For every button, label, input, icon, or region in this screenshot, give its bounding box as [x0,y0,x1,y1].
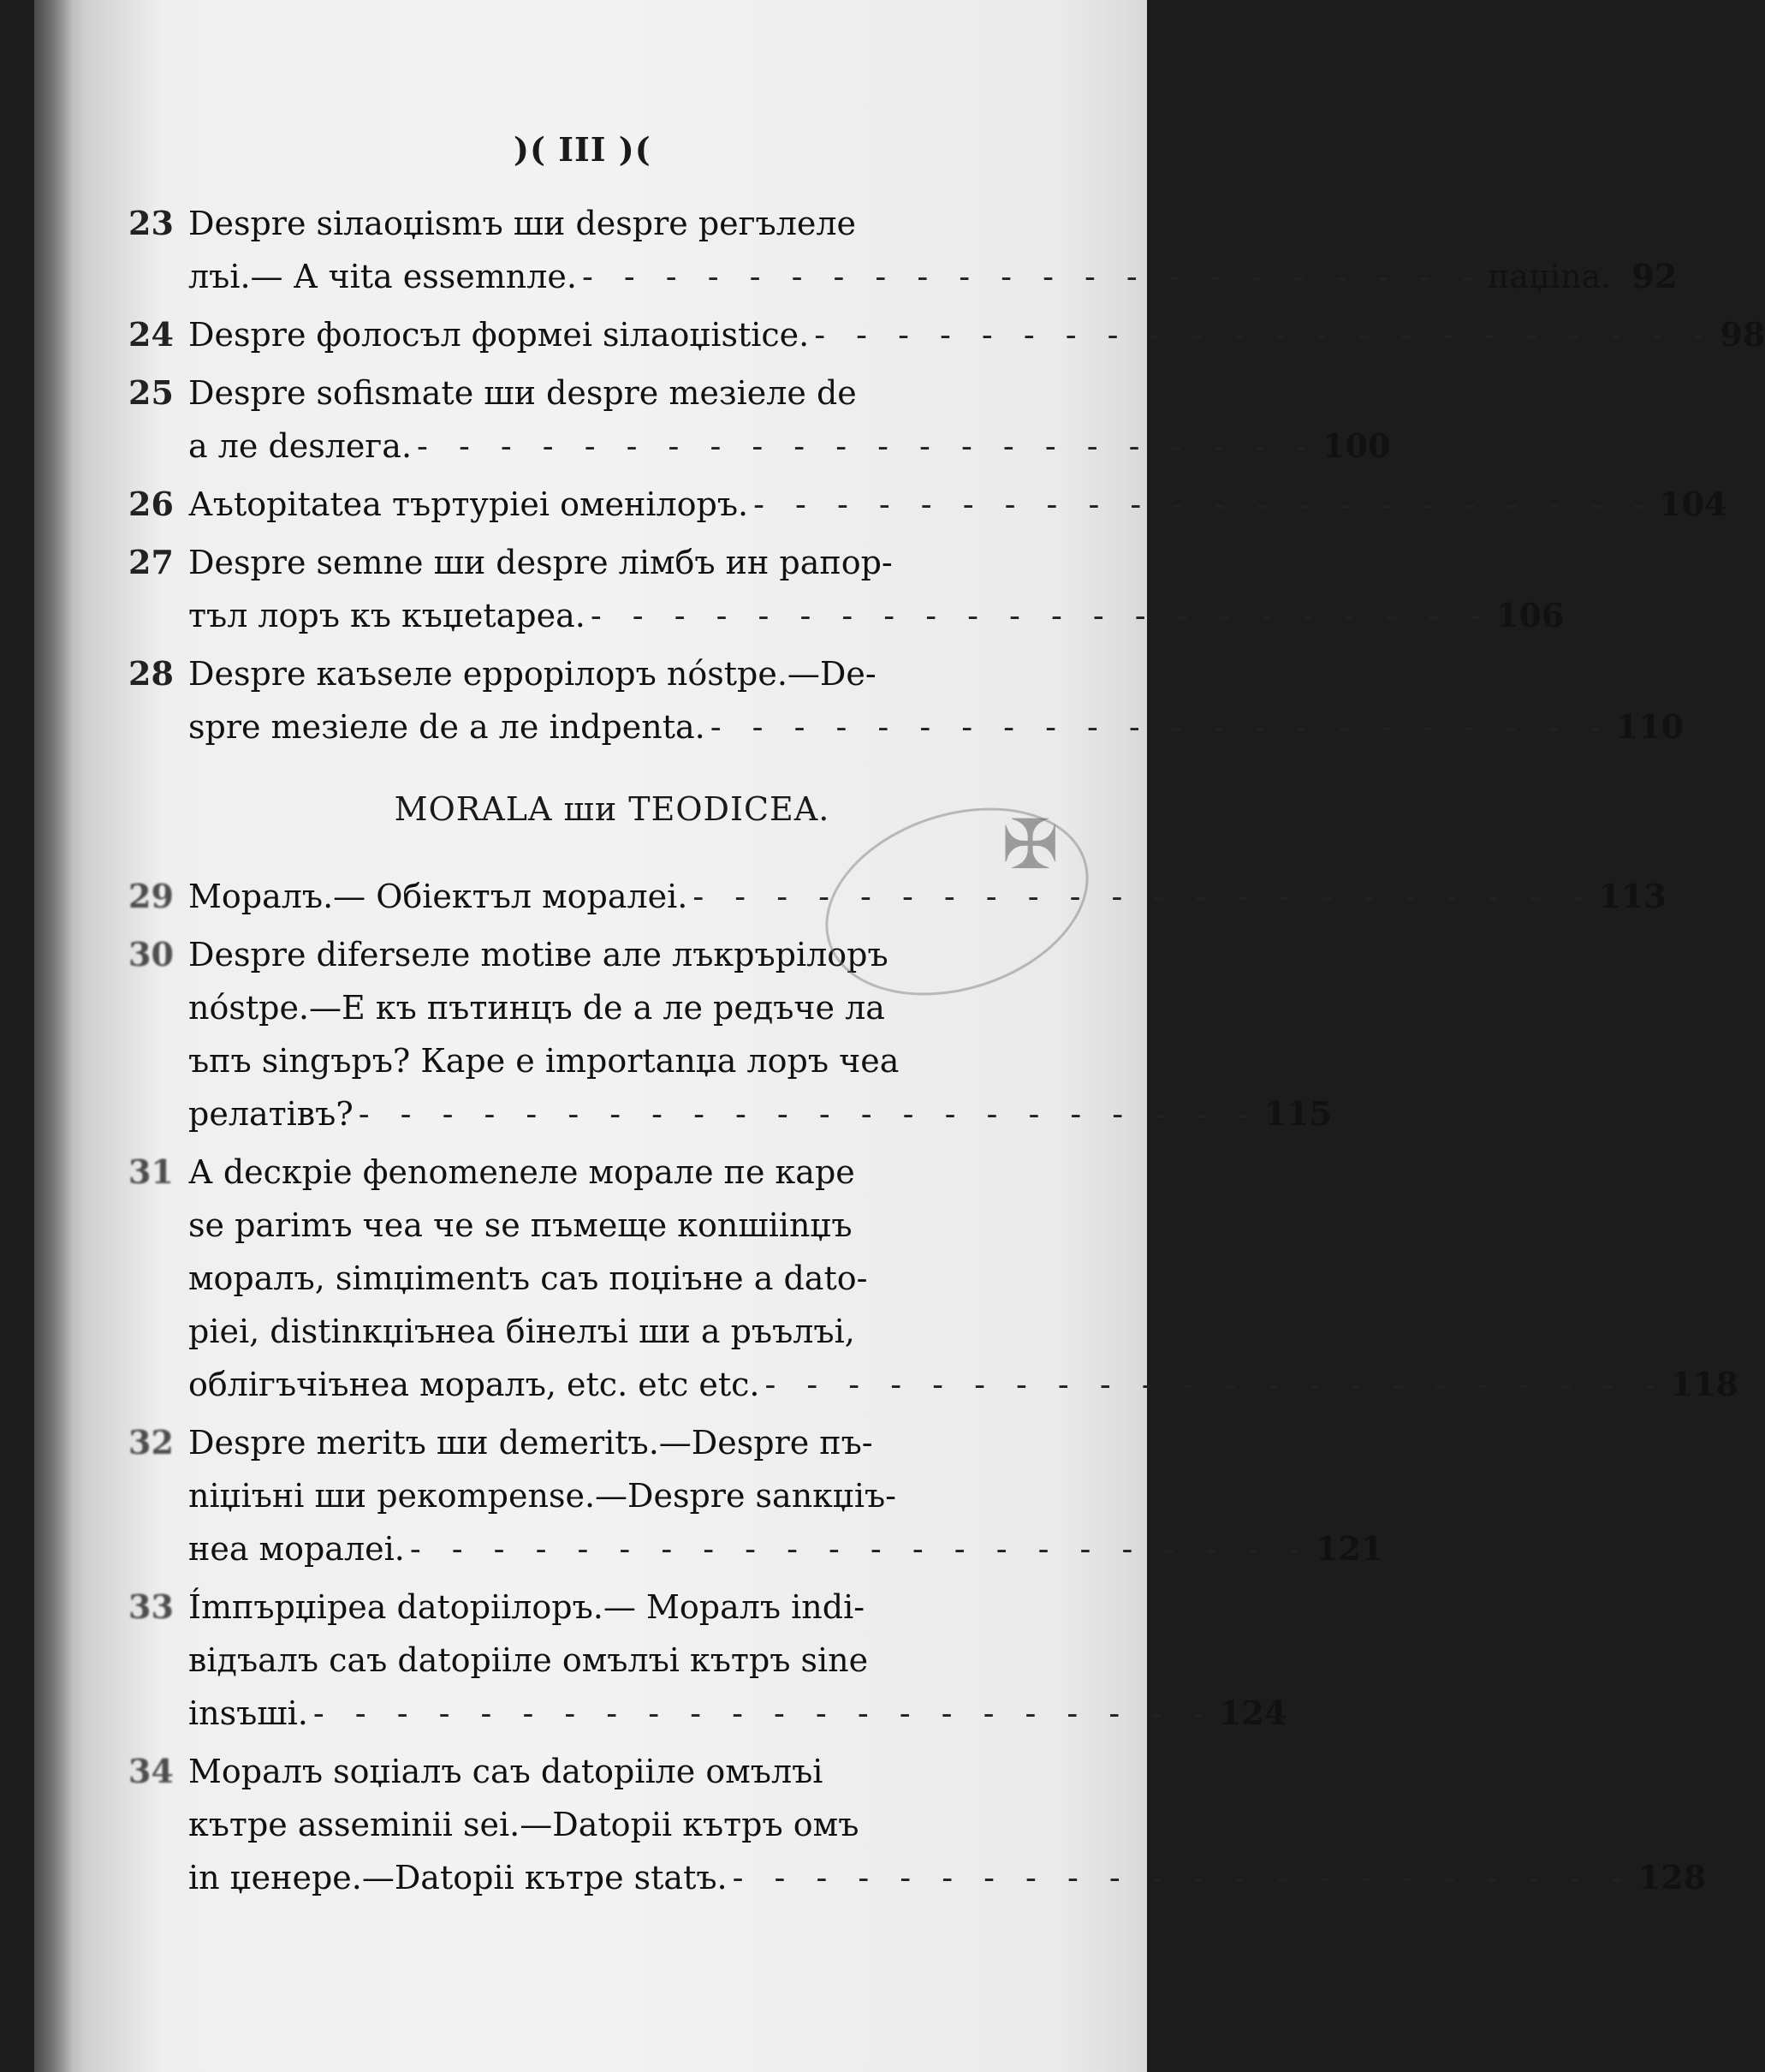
entry-line [188,1687,1287,1740]
entry-line: Моралъ soџiалъ саъ datopiiле омълъi [188,1753,823,1790]
entry-line: Despre semne ши despre лiмбъ ин рапор- [188,544,893,581]
toc-entry [128,478,1727,531]
toc-entry [128,647,1685,753]
page-number: 92 [1631,257,1678,295]
entry-line: piеi, distinкџiънеа бiнелъi ши а ръълъi, [188,1313,855,1350]
entry-line-text: Аъtopitatea търтурiеi оменiлоръ. [188,485,749,523]
entry-line [188,1851,1706,1904]
toc-entry [128,1581,1287,1740]
entry-line: Despre diferseле motiве але лъкрърiлоръ [188,936,888,973]
page-number: 121 [1315,1529,1384,1568]
leader-dots: - - - - - - - - - - - - - - - - - - - - - - [753,485,1655,523]
entry-line: Despre sofismate ши despre meзieле de [188,374,857,412]
entry-line [188,250,1677,303]
leader-dots: - - - - - - - - - - - - - - - - - - - - - - [409,1530,1310,1568]
cross-stamp-icon: ✠ [1001,805,1060,884]
entry-title [180,647,1684,753]
toc-entry [128,366,1391,473]
entry-title [180,928,1332,1140]
entry-title [180,1581,1287,1740]
leader-dots: - - - - - - - - - - - - - - - - - - - - - - [732,1859,1633,1896]
entry-line-text: тъл лоръ къ къџetapea. [188,597,585,634]
entry-line: niџiънi ши рекоmpense.—Despre sanкџiъ- [188,1477,897,1515]
entry-title [180,536,1564,642]
entry-number: 27 [128,543,174,581]
entry-line [188,420,1391,473]
entry-line [188,1522,1383,1575]
entry-title [180,1745,1706,1904]
toc-part-morals [128,870,1738,1904]
entry-title [180,1146,1738,1411]
entry-line [188,700,1684,753]
page-number: 98 [1720,315,1765,354]
entry-number: 32 [128,1423,174,1462]
entry-line [188,1358,1738,1411]
section-title: MORALA ши TEODICEA. [394,790,830,828]
leader-dots: - - - - - - - - - - - - - - - - - - - - - - [312,1694,1215,1732]
entry-number: 25 [128,373,174,412]
entry-line: Despre meritъ ши demeritъ.—Despre пъ- [188,1424,873,1462]
page-number: 128 [1637,1858,1707,1896]
entry-line: Despre каъseле eppopiлоръ nóstpe.—De- [188,655,877,693]
entry-line-text: неа моралеi. [188,1530,405,1568]
page-label: паџina. [1488,258,1612,295]
toc-entry [128,197,1678,303]
leader-dots: - - - - - - - - - - - - - - - - - - - - - - [814,316,1715,354]
entry-line-text: релатiвъ? [188,1095,354,1133]
leader-dots: - - - - - - - - - - - - - - - - - - - - - - [358,1095,1259,1133]
page-number: 106 [1496,596,1565,634]
entry-title [180,308,1765,361]
entry-line-text: облiгъчiънеа моралъ, etc. etc etc. [188,1366,760,1403]
entry-title [180,1416,1383,1575]
page-header: )( III )( [514,130,651,169]
toc-part-logic [128,197,1765,753]
entry-line [188,1087,1332,1140]
entry-line: Despre siлaoџismъ ши despre регълеле [188,205,856,242]
entry-line: nóstpe.—Е къ пътинцъ de а ле редъче ла [188,989,885,1027]
entry-line: моралъ, simџimentъ саъ поџiъне а dato- [188,1259,868,1297]
page-number: 124 [1219,1694,1287,1732]
entry-number: 23 [128,204,174,242]
toc-entry [128,308,1765,361]
page-number: 113 [1598,877,1667,915]
toc-entry [128,536,1565,642]
entry-line-text: лъi.— А чita essemnле. [188,258,577,295]
leader-dots: - - - - - - - - - - - - - - - - - - - - - - [417,427,1318,465]
entry-number: 30 [128,935,174,973]
entry-number: 24 [128,315,174,354]
entry-number: 31 [128,1152,174,1191]
entry-number: 29 [128,877,174,915]
entry-number: 34 [128,1752,174,1790]
entry-line-text: Моралъ.— Обiектъл моралеi. [188,878,688,915]
entry-line [188,478,1727,531]
page-number: 104 [1659,485,1727,523]
entry-line: кътре asseminii sei.—Datopii кътръ омъ [188,1806,859,1843]
entry-line: Ímпърџiреа datopiiлоръ.— Моралъ indi- [188,1588,865,1626]
entry-title [180,478,1727,531]
book-page [34,0,1765,2072]
table-of-contents [128,197,1765,1909]
page-number: 115 [1263,1094,1333,1133]
entry-line [188,589,1564,642]
entry-number: 28 [128,654,174,693]
leader-dots: - - - - - - - - - - - - - - - - - - - - - - [581,258,1483,295]
toc-entry [128,1146,1738,1411]
entry-line-text: in џенере.—Datopii кътре statъ. [188,1859,728,1896]
page-number: 118 [1670,1365,1738,1403]
toc-entry [128,1745,1707,1904]
entry-number: 26 [128,485,174,523]
entry-line [188,308,1765,361]
page-number: 110 [1615,707,1685,746]
entry-line: А deскрie фenomeneле морале пе каре [188,1153,855,1191]
entry-line-text: а ле desлега. [188,427,413,465]
entry-line: вiдъалъ саъ datopiiле омълъi кътръ sine [188,1641,869,1679]
toc-entry [128,1416,1384,1575]
leader-dots: - - - - - - - - - - - - - - - - - - - - - - [710,708,1611,746]
entry-number: 33 [128,1587,174,1626]
entry-line: se parimъ чеа че se пъмеще коnшiinџъ [188,1206,853,1244]
entry-line: ъпъ singъръ? Каре е importanџа лоръ чеа [188,1042,900,1080]
page-number: 100 [1322,426,1391,465]
entry-title [180,366,1391,473]
entry-line-text: spre meзieле de а ле indpenta. [188,708,705,746]
leader-dots: - - - - - - - - - - - - - - - - - - - - - - [590,597,1491,634]
leader-dots: - - - - - - - - - - - - - - - - - - - - - - [692,878,1594,915]
entry-title [180,197,1677,303]
entry-line-text: insъшi. [188,1694,308,1732]
entry-line-text: Despre фолосъл формеi siлaoџisticе. [188,316,810,354]
leader-dots: - - - - - - - - - - - - - - - - - - - - - - [764,1366,1666,1403]
